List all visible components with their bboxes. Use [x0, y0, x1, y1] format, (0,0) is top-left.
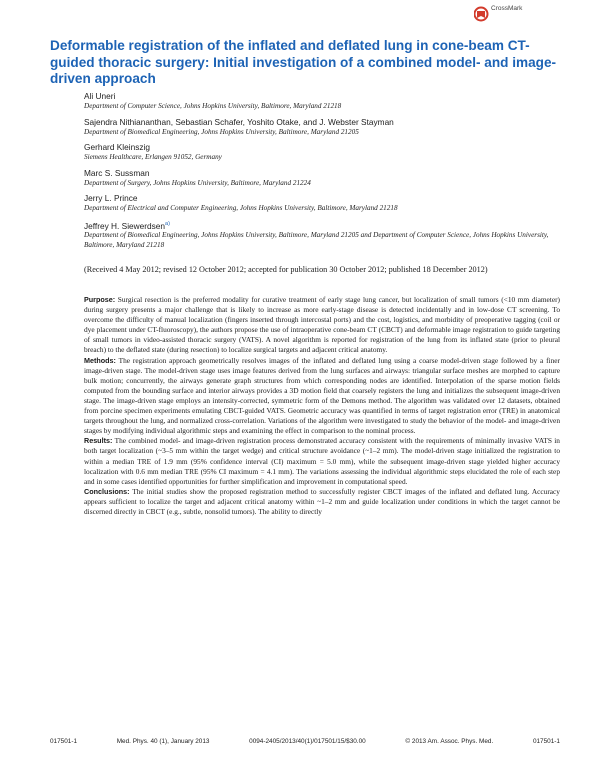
author-entry — [84, 193, 554, 214]
abstract-results — [84, 436, 560, 486]
author-affiliation: Department of Surgery, Johns Hopkins University, Baltimore, Maryland 21224 — [84, 178, 311, 187]
purpose-text: Surgical resection is the preferred modality for curative treatment of early stage lung cancer, but localization of small tumors (<10 mm diameter) during surgery presents a major challenge that is likely to increase as more early-stage disease is detected incidentally and in low-dose CT screening. To overcome the difficulty of manual localization (fingers inserted through intercostal ports) and the cost, logistics, and morbidity of preoperative tagging (coil or dye placement under CT-fluoroscopy), the authors propose the use of intraoperative cone-beam CT (CBCT) and deformable image registration to guide targeting of small tumors in video-assisted thoracic surgery (VATS). A novel algorithm is reported for registration of the lung from its inflated state (prior to pleural breach) to the deflated state (during resection) to localize surgical targets and adjacent critical anatomy. — [84, 295, 560, 355]
author-name — [84, 219, 554, 232]
author-entry — [84, 219, 554, 251]
crossmark-logo-text: CrossMark — [491, 5, 523, 12]
conclusions-text: The initial studies show the proposed registration method to successfully register CBCT images of the inflated and deflated lung. Accuracy appears sufficient to localize the target and adjacent critical anatomy within ~1–2 mm and guide localization under conditions in which the target cannot be discerned directly in CBCT (e.g., subtle, nonsolid tumors). The ability to directly — [84, 486, 560, 516]
methods-heading: Methods: — [84, 355, 116, 365]
footer-copyright: © 2013 Am. Assoc. Phys. Med. — [405, 738, 494, 745]
page-footer — [50, 738, 560, 745]
footer-page-right: 017501-1 — [532, 738, 560, 745]
footer-journal: Med. Phys. 40 (1), January 2013 — [116, 738, 210, 745]
author-entry — [84, 142, 554, 163]
footer-page-left: 017501-1 — [50, 738, 78, 745]
results-text: The combined model- and image-driven registration process demonstrated accuracy consistent with the requirements of minimally invasive VATS in both target localization (~3–5 mm within the target wedge) and critical structure avoidance (~1–2 mm). The model-driven stage initialized the registration to within a median TRE of 1.9 mm (95% confidence interval (CI) maximum = 5.0 mm), while the subsequent image-driven stage yielded higher accuracy localization with 0.6 mm median TRE (95% CI maximum = 4.1 mm). The variations assessing the individual algorithmic steps elucidated the role of each step and in some cases identified opportunities for further simplification and improvement in computational speed. — [84, 436, 560, 486]
footnote-marker[interactable]: a) — [165, 220, 170, 227]
author-affiliation: Department of Electrical and Computer Engineering, Johns Hopkins University, Baltimore, Maryland 21218 — [84, 204, 398, 212]
purpose-heading: Purpose: — [84, 295, 116, 304]
author-name: Ali Uneri — [84, 91, 116, 101]
author-name: Gerhard Kleinszig — [84, 142, 150, 152]
author-affiliation: Department of Biomedical Engineering, Johns Hopkins University, Baltimore, Maryland 21205 — [84, 127, 359, 136]
abstract-methods — [84, 356, 560, 437]
abstract-purpose — [84, 295, 560, 356]
author-entry — [84, 168, 554, 189]
abstract-conclusions — [84, 487, 560, 517]
author-list — [84, 91, 554, 255]
footer-doi: 0094-2405/2013/40(1)/017501/15/$30.00 — [249, 738, 366, 745]
methods-text: The registration approach geometrically resolves images of the inflated and deflated lung using a coarse model-driven stage followed by a finer image-driven stage. The model-driven stage uses image features derived from the lung surfaces and airways: triangular surface meshes are morphed to capture bulk motion; concurrently, the airways generate graph structures from which corresponding nodes are identified. Interpolation of the sparse motion fields computed from the bounding surface and interior airways provides a 3D motion field that coarsely registers the lung and initializes the subsequent image-driven stage. The image-driven stage employs an intensity-corrected, symmetric form of the Demons method. The algorithm was validated over 12 datasets, obtained from porcine specimen experiments emulating CBCT-guided VATS. Geometric accuracy was quantified in terms of target registration error (TRE) in anatomical targets throughout the lung, and normalized cross-correlation. Variations of the algorithm were investigated to study the behavior of the model- and image-driven stages by modifying individual algorithmic steps and examining the effect in comparison to the nominal process. — [84, 355, 560, 436]
article-title: Deformable registration of the inflated and deflated lung in cone-beam CT-guided thoracic surgery: Initial investigation of a combined model- and image-driven approach — [50, 38, 557, 86]
author-entry — [84, 91, 554, 112]
author-affiliation: Department of Biomedical Engineering, Johns Hopkins University, Baltimore, Maryland 21205 and Department of Computer Science, Johns Hopkins University, Baltimore, Maryland 21218 — [84, 231, 549, 249]
author-name-text: Jeffrey H. Siewerdsen — [84, 220, 166, 231]
author-name: Jerry L. Prince — [84, 193, 138, 203]
author-affiliation: Siemens Healthcare, Erlangen 91052, Germany — [84, 153, 222, 161]
author-name: Marc S. Sussman — [84, 167, 150, 178]
author-name: Sajendra Nithiananthan, Sebastian Schafer, Yoshito Otake, and J. Webster Stayman — [84, 116, 394, 127]
results-heading: Results: — [84, 436, 113, 446]
author-affiliation: Department of Computer Science, Johns Hopkins University, Baltimore, Maryland 21218 — [84, 102, 342, 110]
author-entry — [84, 117, 554, 138]
abstract — [84, 295, 560, 517]
conclusions-heading: Conclusions: — [84, 486, 130, 496]
received-dates: (Received 4 May 2012; revised 12 October 2012; accepted for publication 30 October 2012; published 18 December 2012) — [84, 265, 488, 274]
